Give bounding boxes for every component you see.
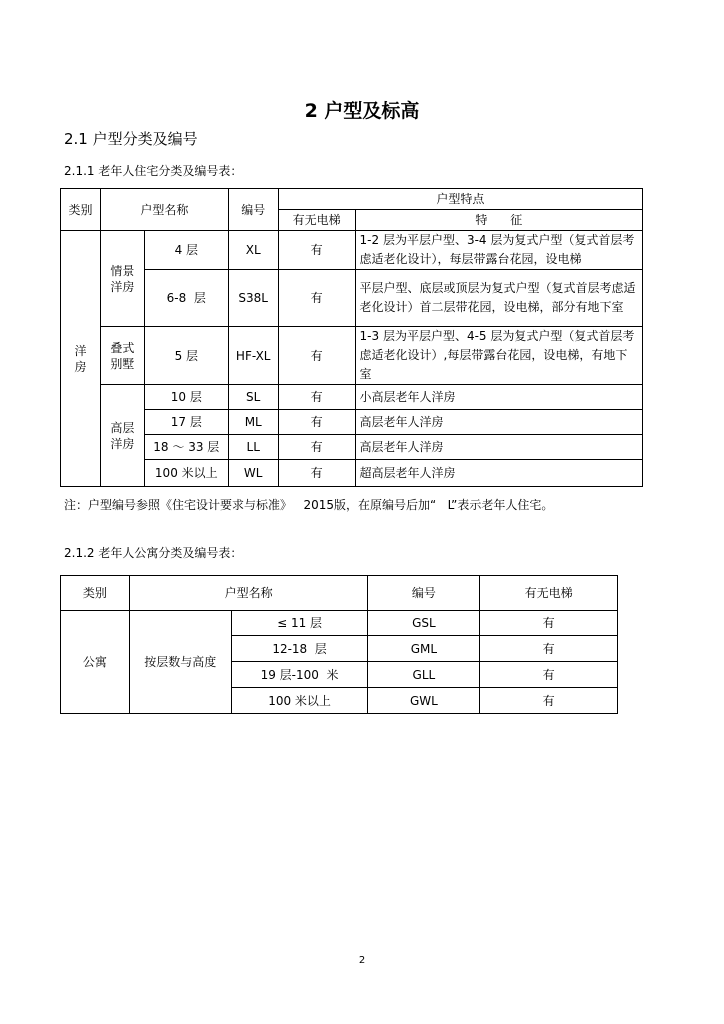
feature-cell: 1-2 层为平层户型、3-4 层为复式户型（复式首层考虑适老化设计），每层带露台花园，设电梯: [355, 231, 642, 270]
category-yangfang: 洋 房: [61, 231, 101, 487]
category-apartment: 公寓: [61, 611, 130, 714]
floors-cell: 18 ～ 33 层: [144, 435, 228, 460]
floors-cell: 17 层: [144, 410, 228, 435]
code-cell: XL: [228, 231, 278, 270]
code-cell: ML: [228, 410, 278, 435]
floors-cell: 5 层: [144, 327, 228, 385]
group-by-floors-height: 按层数与高度: [129, 611, 231, 714]
elevator-cell: 有: [278, 231, 355, 270]
floors-cell: 19 层-100 米: [231, 662, 368, 688]
code-cell: LL: [228, 435, 278, 460]
code-cell: GSL: [368, 611, 480, 636]
code-cell: SL: [228, 385, 278, 410]
elevator-cell: 有: [480, 611, 618, 636]
header-category: 类别: [61, 189, 101, 231]
header-elevator: 有无电梯: [278, 210, 355, 231]
floors-cell: ≤ 11 层: [231, 611, 368, 636]
code-cell: GML: [368, 636, 480, 662]
elevator-cell: 有: [278, 327, 355, 385]
floors-cell: 4 层: [144, 231, 228, 270]
header-features: 户型特点: [278, 189, 642, 210]
feature-cell: 1-3 层为平层户型、4-5 层为复式户型（复式首层考虑适老化设计）,每层带露台花园，设电梯，有地下室: [355, 327, 642, 385]
apartment-types-table: [60, 575, 618, 714]
elevator-cell: 有: [480, 636, 618, 662]
elevator-cell: 有: [278, 270, 355, 327]
feature-cell: 高层老年人洋房: [355, 410, 642, 435]
elevator-cell: 有: [278, 435, 355, 460]
header-elevator: 有无电梯: [480, 576, 618, 611]
elevator-cell: 有: [278, 385, 355, 410]
group-highrise-house: 高层 洋房: [100, 385, 144, 487]
elevator-cell: 有: [278, 410, 355, 435]
subsection-heading-2: 2.1.2 老年人公寓分类及编号表：: [64, 546, 243, 560]
feature-cell: 高层老年人洋房: [355, 435, 642, 460]
floors-cell: 12-18 层: [231, 636, 368, 662]
feature-cell: 小高层老年人洋房: [355, 385, 642, 410]
floors-cell: 6-8 层: [144, 270, 228, 327]
code-cell: GLL: [368, 662, 480, 688]
elevator-cell: 有: [480, 688, 618, 714]
subsection-heading-1: 2.1.1 老年人住宅分类及编号表：: [64, 164, 243, 178]
code-cell: S38L: [228, 270, 278, 327]
feature-cell: 平层户型、底层或顶层为复式户型（复式首层考虑适老化设计）首二层带花园，设电梯，部分有地下室: [355, 270, 642, 327]
header-code: 编号: [228, 189, 278, 231]
floors-cell: 100 米以上: [144, 460, 228, 487]
section-heading: 2.1 户型分类及编号: [64, 130, 198, 148]
code-cell: HF-XL: [228, 327, 278, 385]
header-category: 类别: [61, 576, 130, 611]
page-title: 2 户型及标高: [304, 100, 420, 122]
feature-cell: 超高层老年人洋房: [355, 460, 642, 487]
floors-cell: 100 米以上: [231, 688, 368, 714]
group-stacked-villa: 叠式 别墅: [100, 327, 144, 385]
table-note: 注：户型编号参照《住宅设计要求与标准》 2015版，在原编号后加“ L”表示老年人住宅。: [64, 498, 554, 512]
code-cell: GWL: [368, 688, 480, 714]
elevator-cell: 有: [278, 460, 355, 487]
header-type-name: 户型名称: [129, 576, 368, 611]
floors-cell: 10 层: [144, 385, 228, 410]
group-scenic-house: 情景 洋房: [100, 231, 144, 327]
elevator-cell: 有: [480, 662, 618, 688]
code-cell: WL: [228, 460, 278, 487]
page-number: 2: [358, 955, 366, 966]
residential-types-table: [60, 188, 643, 487]
header-feature: 特 征: [355, 210, 642, 231]
header-code: 编号: [368, 576, 480, 611]
header-type-name: 户型名称: [100, 189, 228, 231]
